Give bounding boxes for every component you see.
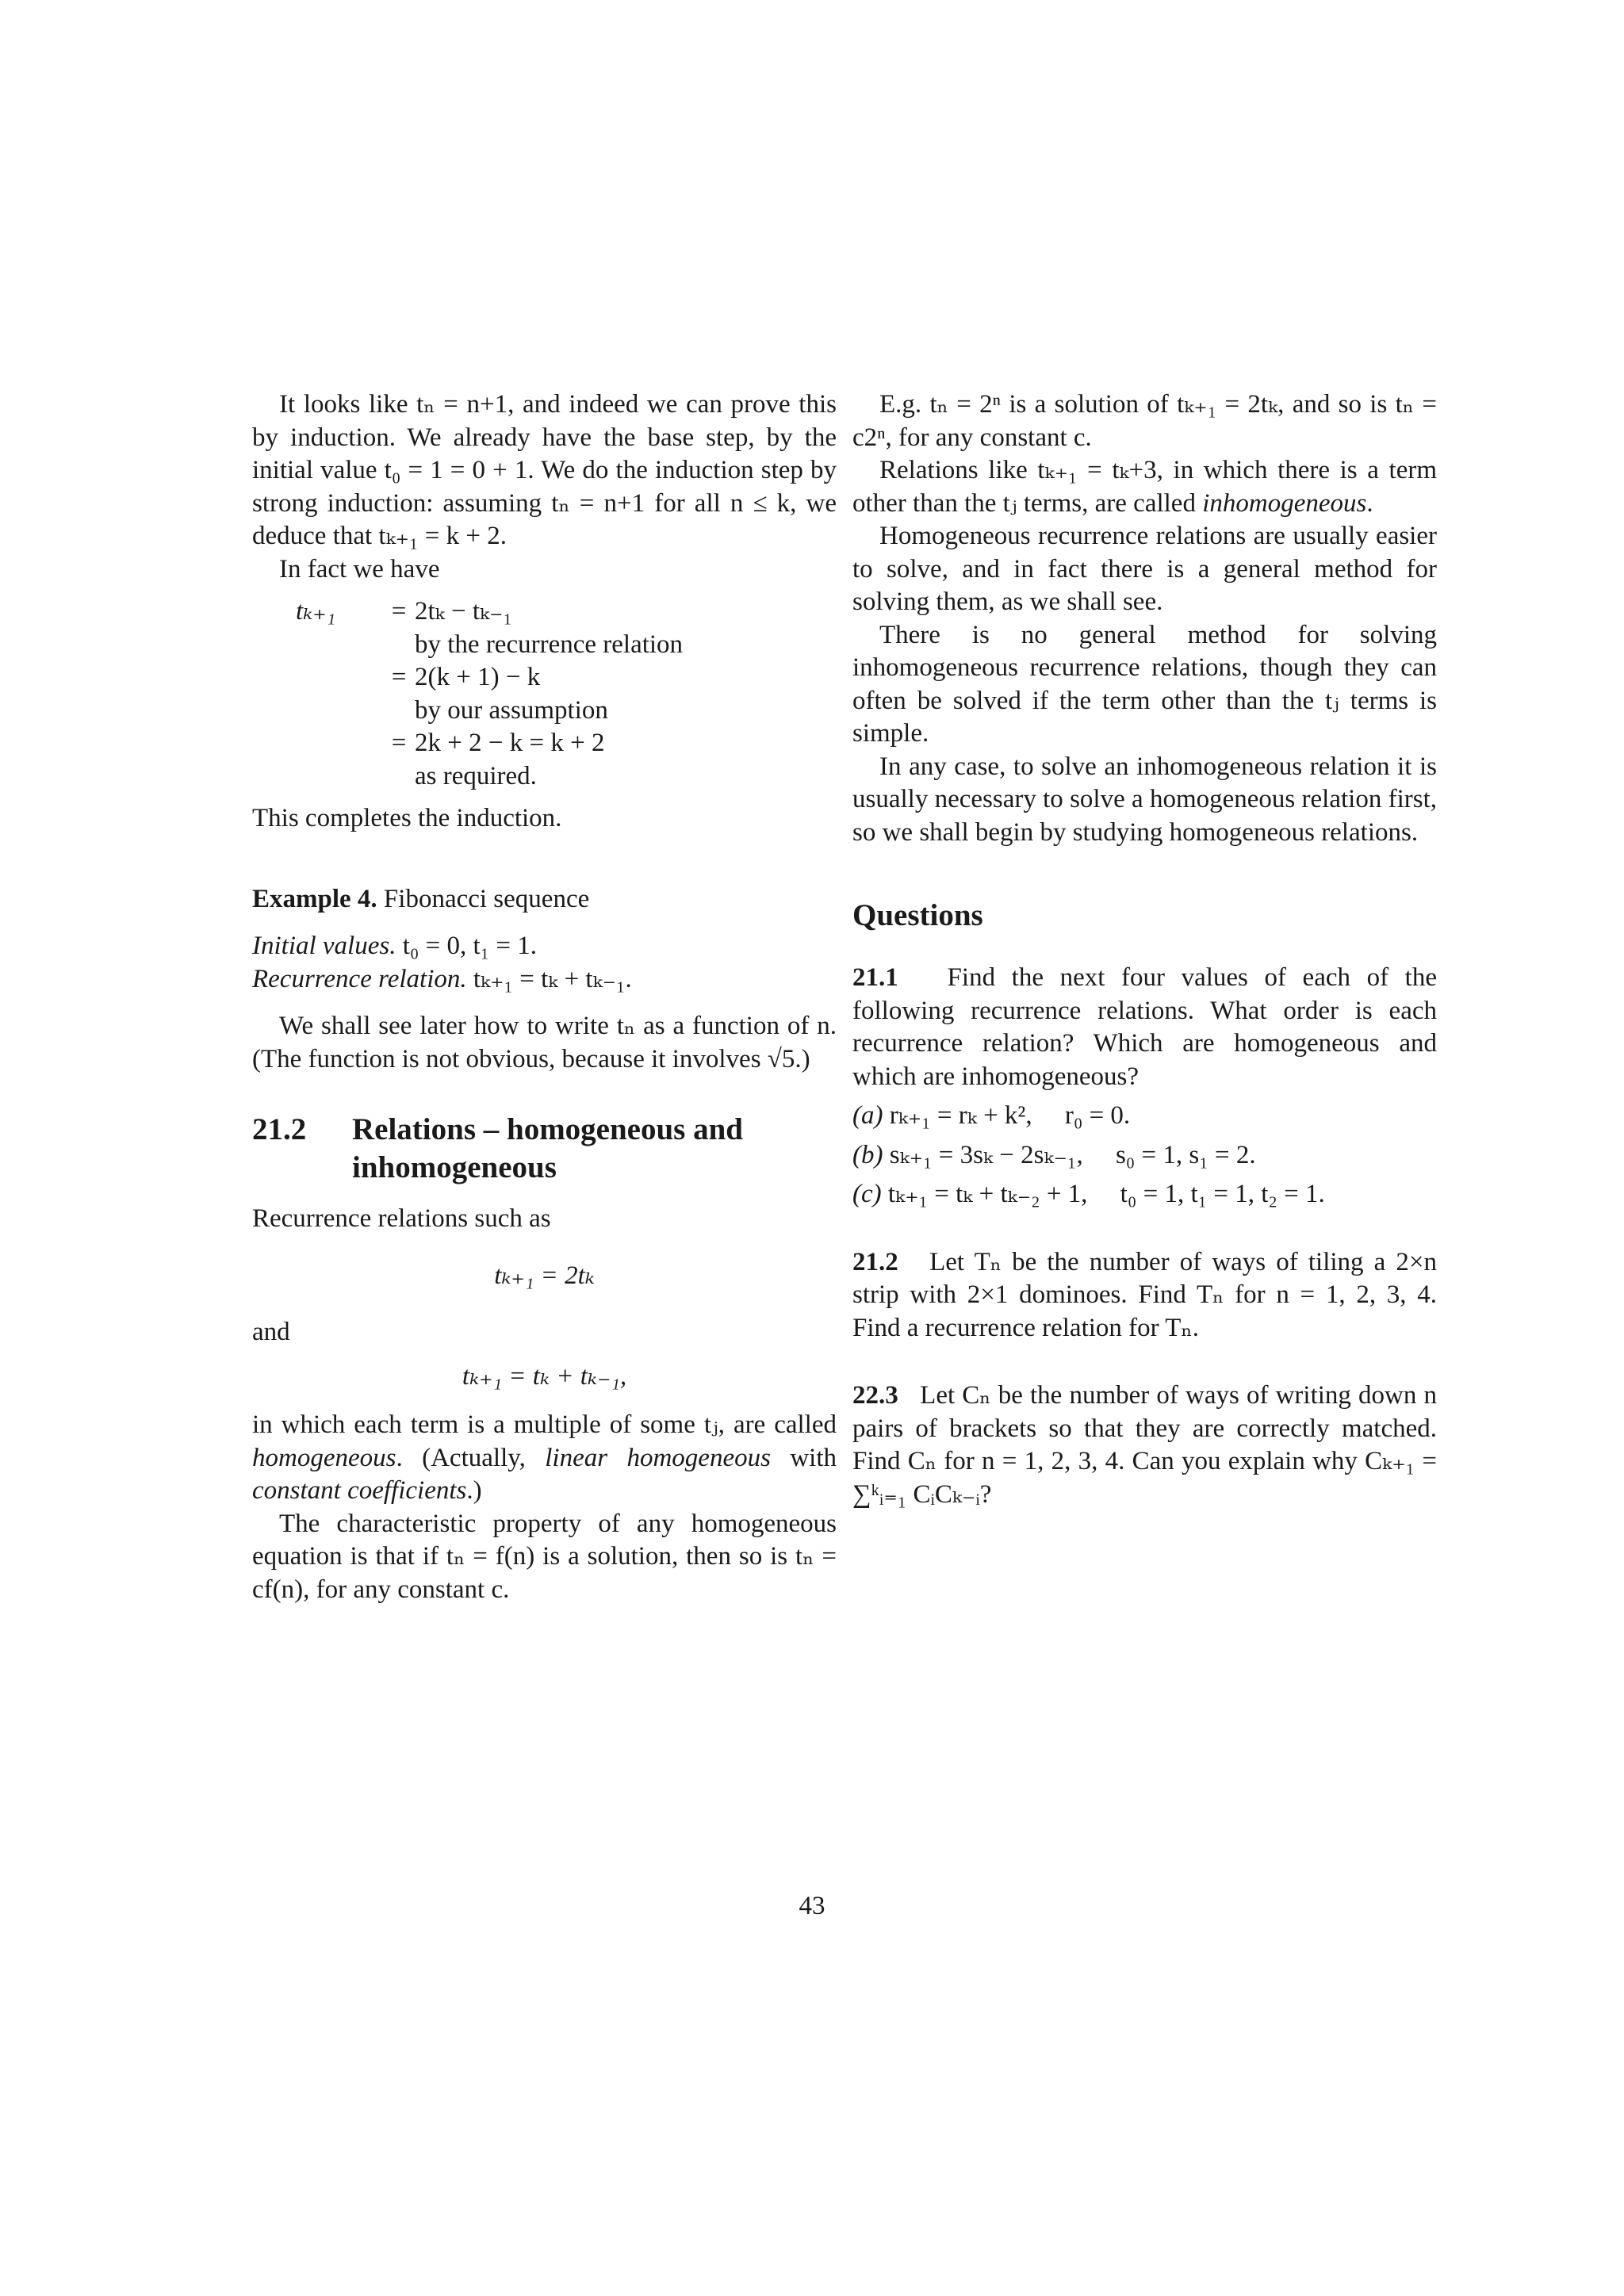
page-number: 43 (799, 1892, 825, 1920)
question-22-3 (852, 1380, 1437, 1511)
no-general-method-paragraph: There is no general method for solving inhomogeneous recurrence relations, though they can often be solved if the term other than the tⱼ terms is simple. (852, 620, 1437, 748)
characteristic-paragraph: The characteristic property of any homogeneous equation is that if tₙ = f(n) is a solution, then so is tₙ = cf(n), for any constant c. (252, 1509, 837, 1604)
derivation-lhs (296, 760, 383, 794)
question-text: Let Tₙ be the number of ways of tiling a 2×n strip with 2×1 dominoes. Find Tₙ for n = 1, 2, 3, 4. Find a recurrence relation for Tₙ. (852, 1247, 1438, 1342)
derivation-eq: = (391, 663, 407, 691)
derivation-eq (383, 760, 415, 794)
derivation-rhs: 2tₖ − tₖ₋₁ (415, 597, 512, 626)
section-title: Relations – homogeneous and inhomogeneous (352, 1112, 743, 1184)
derivation-rhs: by our assumption (415, 695, 608, 725)
part-text: rₖ₊₁ = rₖ + k², r₀ = 0. (889, 1101, 1131, 1130)
question-text: Let Cₙ be the number of ways of writing down n pairs of brackets so that they are correctly matched. Find Cₙ for n = 1, 2, 3, 4. Can you explain why Cₖ₊₁ = ∑ᵏᵢ₌₁ CᵢCₖ₋ᵢ? (852, 1381, 1438, 1509)
definition-term: linear homogeneous (545, 1443, 771, 1472)
fibonacci-paragraph: We shall see later how to write tₙ as a function of n. (The function is not obvious, because it involves √5.) (252, 1012, 837, 1073)
example-title: Fibonacci sequence (383, 884, 590, 913)
question-21-2 (852, 1246, 1437, 1345)
recurrence-text: tₖ₊₁ = tₖ + tₖ₋₁. (473, 964, 632, 993)
definition-text: with (770, 1443, 837, 1472)
part-label: (b) (852, 1140, 883, 1169)
left-column (252, 388, 837, 1606)
homogeneous-easier-paragraph: Homogeneous recurrence relations are usually easier to solve, and in fact there is a general method for solving them, as we shall see. (852, 522, 1437, 616)
example-label: Example 4. (252, 884, 377, 913)
derivation-rhs: by the recurrence relation (415, 629, 684, 659)
derivation-rhs: 2k + 2 − k = k + 2 (415, 729, 605, 757)
example-solution-paragraph: E.g. tₙ = 2ⁿ is a solution of tₖ₊₁ = 2tₖ, and so is tₙ = c2ⁿ, for any constant c. (852, 390, 1437, 452)
derivation-eq (383, 695, 415, 728)
definition-text: in which each term is a multiple of some tⱼ, are called (252, 1410, 837, 1439)
recurrence-label: Recurrence relation. (252, 964, 467, 993)
derivation-lhs (296, 629, 383, 662)
right-column (852, 388, 1437, 1511)
definition-term: homogeneous (252, 1443, 396, 1472)
question-number: 21.2 (852, 1247, 898, 1276)
section-number: 21.2 (252, 1112, 307, 1146)
part-label: (c) (852, 1180, 882, 1208)
question-text: Find the next four values of each of the following recurrence relations. What order is each recurrence relation? Which are homogeneous and which are inhomogeneous? (852, 963, 1438, 1091)
definition-term: inhomogeneous (1202, 488, 1367, 518)
inhomogeneous-definition (852, 454, 1437, 520)
question-part-c (852, 1178, 1437, 1211)
example-heading (252, 883, 837, 916)
in-fact-paragraph: In fact we have (279, 554, 440, 584)
derivation-rhs: as required. (415, 761, 537, 790)
completes-paragraph: This completes the induction. (252, 804, 562, 832)
equation-homogeneous-1: tₖ₊₁ = 2tₖ (494, 1261, 595, 1290)
question-part-b (852, 1139, 1437, 1173)
part-label: (a) (852, 1101, 883, 1130)
question-number: 22.3 (852, 1381, 898, 1410)
question-part-a (852, 1100, 1437, 1133)
derivation-lhs (296, 695, 383, 728)
section-heading (252, 1111, 837, 1187)
initial-values-label: Initial values. (252, 932, 396, 960)
such-as-paragraph: Recurrence relations such as (252, 1204, 551, 1233)
derivation-eq: = (391, 597, 407, 626)
homogeneous-definition (252, 1409, 837, 1508)
derivation-eq: = (391, 729, 407, 757)
induction-paragraph: It looks like tₙ = n+1, and indeed we can prove this by induction. We already have the base step, by the initial value t₀ = 1 = 0 + 1. We do the induction step by strong induction: assuming tₙ = n+1 for all n ≤ k, we deduce that tₖ₊₁ = k + 2. (252, 390, 837, 550)
derivation-lhs (296, 727, 383, 760)
derivation-eq (383, 629, 415, 662)
definition-text: . (1366, 488, 1373, 518)
initial-values-text: t₀ = 0, t₁ = 1. (402, 932, 538, 960)
part-text: sₖ₊₁ = 3sₖ − 2sₖ₋₁, s₀ = 1, s₁ = 2. (889, 1140, 1256, 1169)
recurrence-line (252, 963, 837, 997)
question-21-1 (852, 962, 1437, 1093)
definition-term: constant coefficients (252, 1476, 467, 1505)
definition-text: Relations like tₖ₊₁ = tₖ+3, in which there is a term other than the tⱼ terms, are called (852, 456, 1437, 518)
derivation (296, 595, 837, 793)
question-number: 21.1 (852, 963, 898, 992)
initial-values-line (252, 930, 837, 963)
in-any-case-paragraph: In any case, to solve an inhomogeneous relation it is usually necessary to solve a homogeneous relation first, so we shall begin by studying homogeneous relations. (852, 752, 1437, 847)
derivation-rhs: 2(k + 1) − k (415, 663, 541, 691)
and-paragraph: and (252, 1318, 290, 1346)
derivation-lhs (296, 661, 383, 695)
part-text: tₖ₊₁ = tₖ + tₖ₋₂ + 1, t₀ = 1, t₁ = 1, t₂ = 1. (887, 1180, 1325, 1208)
definition-text: .) (466, 1476, 482, 1505)
equation-homogeneous-2: tₖ₊₁ = tₖ + tₖ₋₁, (462, 1361, 627, 1391)
definition-text: . (Actually, (396, 1443, 546, 1472)
questions-heading: Questions (852, 898, 983, 932)
derivation-lhs: tₖ₊₁ (296, 597, 336, 626)
